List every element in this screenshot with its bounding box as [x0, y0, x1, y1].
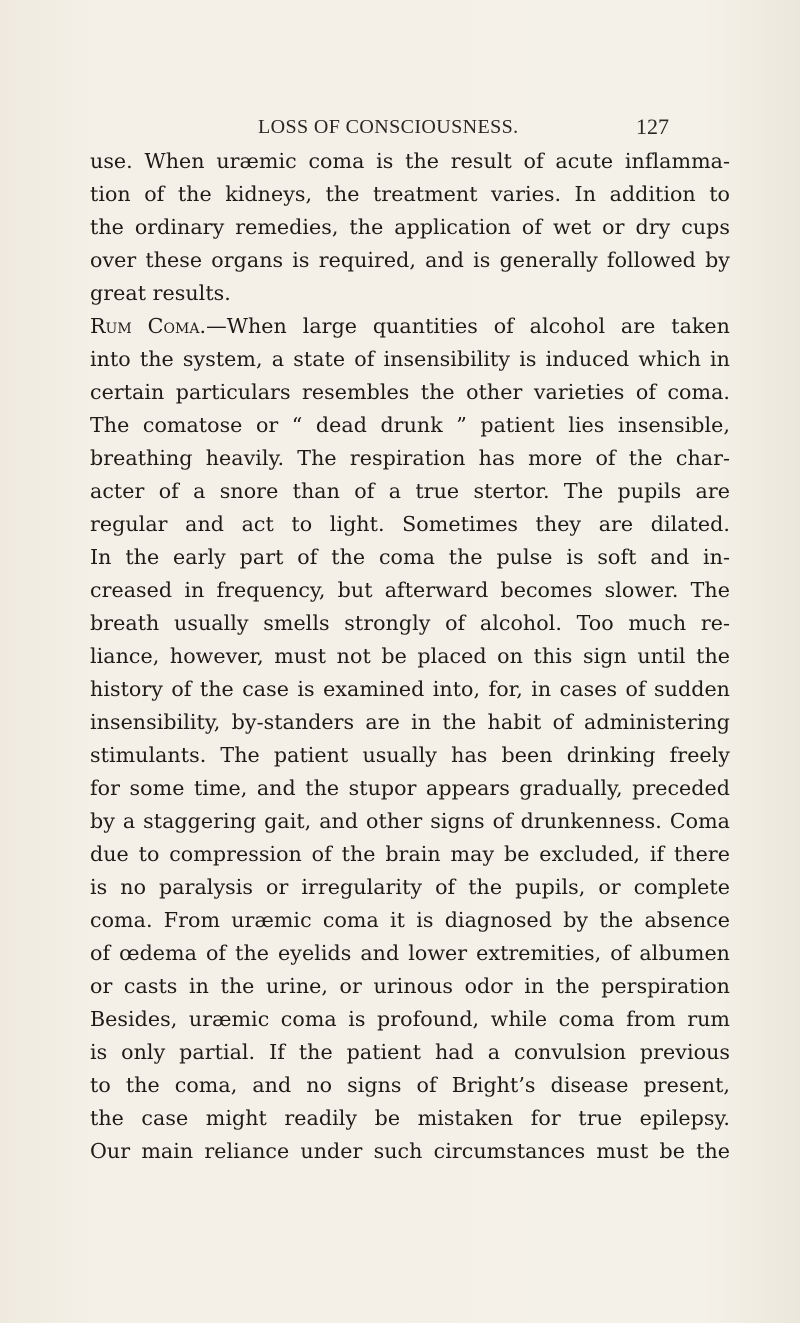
- text-line: breath usually smells strongly of alcohol. Too much re-: [90, 611, 730, 635]
- text-line: acter of a snore than of a true stertor. The pupils are: [90, 479, 730, 503]
- section-heading-line: [90, 310, 730, 343]
- text-line: to the coma, and no signs of Bright’s disease present,: [90, 1073, 730, 1097]
- text-line: into the system, a state of insensibility is induced which in: [90, 347, 730, 371]
- text-line: for some time, and the stupor appears gradually, preceded: [90, 776, 730, 800]
- text-line: the case might readily be mistaken for true epilepsy.: [90, 1106, 730, 1130]
- text-line: regular and act to light. Sometimes they are dilated.: [90, 512, 730, 536]
- text-line: insensibility, by-standers are in the habit of administering: [90, 710, 730, 734]
- running-title: LOSS OF CONSCIOUSNESS.: [258, 116, 519, 138]
- text-line: creased in frequency, but afterward becomes slower. The: [90, 578, 730, 602]
- text-line: tion of the kidneys, the treatment varies. In addition to: [90, 182, 730, 206]
- text-line: of œdema of the eyelids and lower extremities, of albumen: [90, 941, 730, 965]
- text-line: breathing heavily. The respiration has more of the char-: [90, 446, 730, 470]
- page-number: 127: [636, 114, 669, 139]
- text-line: the ordinary remedies, the application of wet or dry cups: [90, 215, 730, 239]
- text-line: coma. From uræmic coma it is diagnosed by the absence: [90, 908, 730, 932]
- text-line: history of the case is examined into, for, in cases of sudden: [90, 677, 730, 701]
- text-line: liance, however, must not be placed on this sign until the: [90, 644, 730, 668]
- text-line: due to compression of the brain may be excluded, if there: [90, 842, 730, 866]
- text-line: use. When uræmic coma is the result of acute inflamma-: [90, 149, 730, 173]
- text-line: certain particulars resembles the other varieties of coma.: [90, 380, 730, 404]
- section-heading: Rum Coma.: [90, 314, 207, 338]
- text-line: stimulants. The patient usually has been drinking freely: [90, 743, 730, 767]
- text-line: is no paralysis or irregularity of the pupils, or complete: [90, 875, 730, 899]
- body-text: [90, 145, 730, 1168]
- text-line: Our main reliance under such circumstances must be the: [90, 1139, 730, 1163]
- section-heading-text: —When large quantities of alcohol are taken: [206, 314, 730, 338]
- text-line: Besides, uræmic coma is profound, while coma from rum: [90, 1007, 730, 1031]
- running-head: [0, 116, 800, 144]
- text-line: or casts in the urine, or urinous odor in the perspiration: [90, 974, 730, 998]
- text-line: over these organs is required, and is generally followed by: [90, 248, 730, 272]
- text-line: by a staggering gait, and other signs of drunkenness. Coma: [90, 809, 730, 833]
- text-line: In the early part of the coma the pulse is soft and in-: [90, 545, 730, 569]
- text-line: The comatose or “ dead drunk ” patient lies insensible,: [90, 413, 730, 437]
- text-line: is only partial. If the patient had a convulsion previous: [90, 1040, 730, 1064]
- text-line: great results.: [90, 281, 231, 305]
